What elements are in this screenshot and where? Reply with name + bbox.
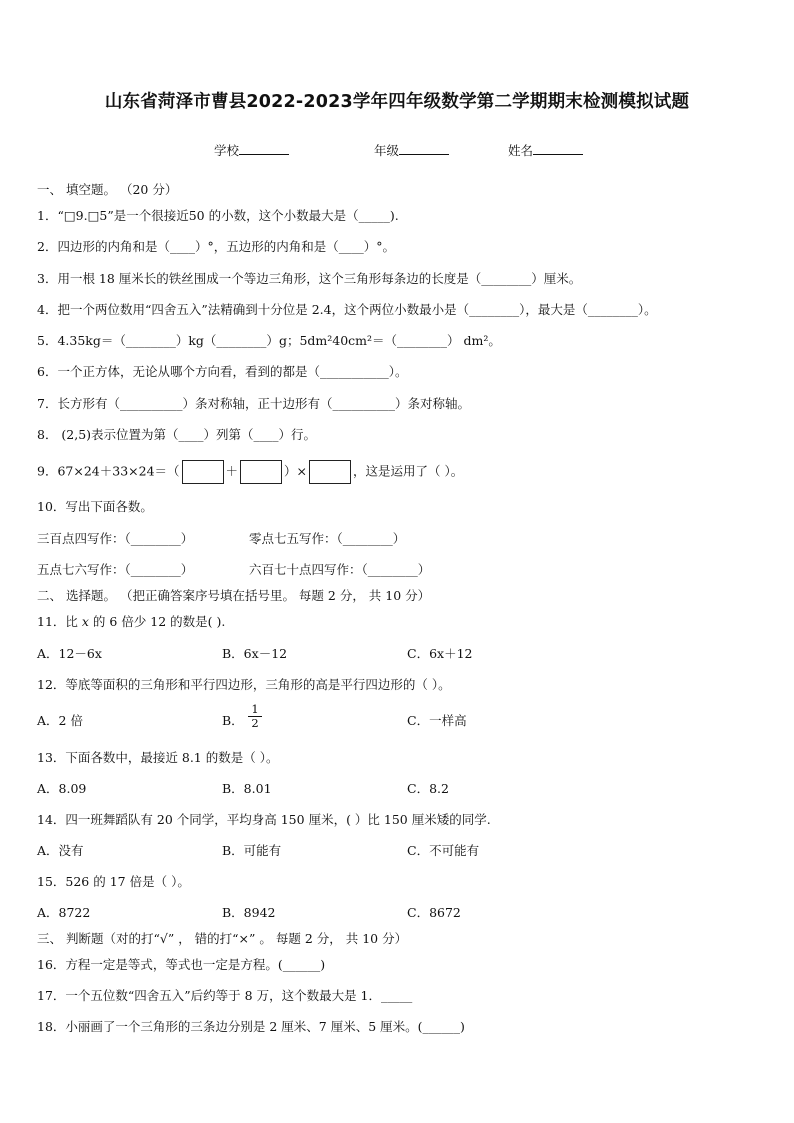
question-2: 2．四边形的内角和是（____）°，五边形的内角和是（____）°。	[37, 239, 395, 254]
q11-text-b: 的 6 倍少 12 的数是( ).	[88, 614, 226, 629]
question-1: 1．“□9.□5”是一个很接近50 的小数，这个小数最大是（_____).	[37, 208, 399, 223]
q9-lead: 9．67×24＋33×24＝（	[37, 463, 180, 479]
grade-blank[interactable]	[399, 142, 449, 155]
q12-option-a[interactable]: A．2 倍	[37, 713, 83, 728]
question-14: 14．四一班舞蹈队有 20 个同学，平均身高 150 厘米，( ）比 150 厘米矮的同学.	[37, 812, 491, 827]
question-8: 8． (2,5)表示位置为第（____）列第（____）行。	[37, 427, 317, 442]
question-6: 6．一个正方体，无论从哪个方向看，看到的都是（___________）。	[37, 364, 408, 379]
q14-option-c[interactable]: C．不可能有	[407, 843, 480, 858]
question-5: 5．4.35kg＝（________）kg（________）g；5dm²40cm²＝（________） dm²。	[37, 333, 501, 348]
q10-item: 五点七六写作：（________）	[37, 562, 194, 577]
q13-option-b[interactable]: B．8.01	[222, 781, 272, 796]
q9-close: ）×	[284, 463, 308, 479]
fraction-numerator: 1	[248, 703, 262, 717]
q15-option-b[interactable]: B．8942	[222, 905, 276, 920]
q12-option-b[interactable]	[222, 712, 244, 730]
question-18: 18．小丽画了一个三角形的三条边分别是 2 厘米、7 厘米、5 厘米。(______)	[37, 1019, 465, 1034]
q9-tail: ，这是运用了（ ）。	[353, 463, 464, 479]
question-13: 13．下面各数中，最接近 8.1 的数是（ ）。	[37, 750, 279, 765]
q13-option-a[interactable]: A．8.09	[37, 781, 87, 796]
section-1-heading: 一、 填空题。 （20 分）	[37, 182, 178, 197]
q15-option-a[interactable]: A．8722	[37, 905, 91, 920]
q10-item: 三百点四写作：（________）	[37, 531, 194, 546]
q9-box-1[interactable]	[182, 460, 224, 484]
q11-option-c[interactable]: C．6x＋12	[407, 646, 473, 661]
question-7: 7．长方形有（__________）条对称轴，正十边形有（__________）条对称轴。	[37, 396, 470, 411]
question-10: 10．写出下面各数。	[37, 499, 153, 514]
q11-option-b[interactable]: B．6x－12	[222, 646, 288, 661]
fraction-denominator: 2	[251, 716, 259, 730]
q9-box-3[interactable]	[309, 460, 351, 484]
name-label: 姓名	[508, 143, 534, 158]
name-field	[508, 141, 583, 159]
q11-text-a: 11．比	[37, 614, 82, 629]
q12-option-b-label: B．	[222, 713, 244, 728]
q15-option-c[interactable]: C．8672	[407, 905, 461, 920]
question-11	[37, 613, 225, 631]
q10-item: 六百七十点四写作：（________）	[249, 562, 431, 577]
question-9	[37, 460, 463, 484]
q11-option-a[interactable]: A．12－6x	[37, 646, 102, 661]
school-field	[214, 141, 289, 159]
page-title: 山东省菏泽市曹县2022-2023学年四年级数学第二学期期末检测模拟试题	[104, 92, 690, 112]
school-label: 学校	[214, 143, 240, 158]
question-12: 12．等底等面积的三角形和平行四边形，三角形的高是平行四边形的（ ）。	[37, 677, 451, 692]
question-16: 16．方程一定是等式，等式也一定是方程。(______)	[37, 957, 326, 972]
grade-field	[374, 141, 449, 159]
q13-option-c[interactable]: C．8.2	[407, 781, 449, 796]
q14-option-b[interactable]: B．可能有	[222, 843, 282, 858]
question-3: 3．用一根 18 厘米长的铁丝围成一个等边三角形，这个三角形每条边的长度是（________）厘米。	[37, 271, 582, 286]
q9-box-2[interactable]	[240, 460, 282, 484]
q14-option-a[interactable]: A．没有	[37, 843, 84, 858]
q11-variable: x	[81, 614, 89, 629]
section-2-heading: 二、 选择题。 （把正确答案序号填在括号里。 每题 2 分， 共 10 分）	[37, 588, 431, 603]
name-blank[interactable]	[533, 142, 583, 155]
question-4: 4．把一个两位数用“四舍五入”法精确到十分位是 2.4，这个两位小数最小是（________），最大是（________）。	[37, 302, 657, 317]
q12-option-c[interactable]: C．一样高	[407, 713, 467, 728]
question-15: 15．526 的 17 倍是（ ）。	[37, 874, 190, 889]
question-17: 17．一个五位数“四舍五入”后约等于 8 万，这个数最大是 1．_____	[37, 988, 413, 1003]
q10-item: 零点七五写作：（________）	[249, 531, 406, 546]
school-blank[interactable]	[239, 142, 289, 155]
grade-label: 年级	[374, 143, 400, 158]
q12-option-b-fraction	[248, 703, 262, 730]
section-3-heading: 三、 判断题（对的打“√” ， 错的打“×” 。 每题 2 分， 共 10 分）	[37, 931, 408, 946]
q9-plus: ＋	[225, 463, 239, 479]
